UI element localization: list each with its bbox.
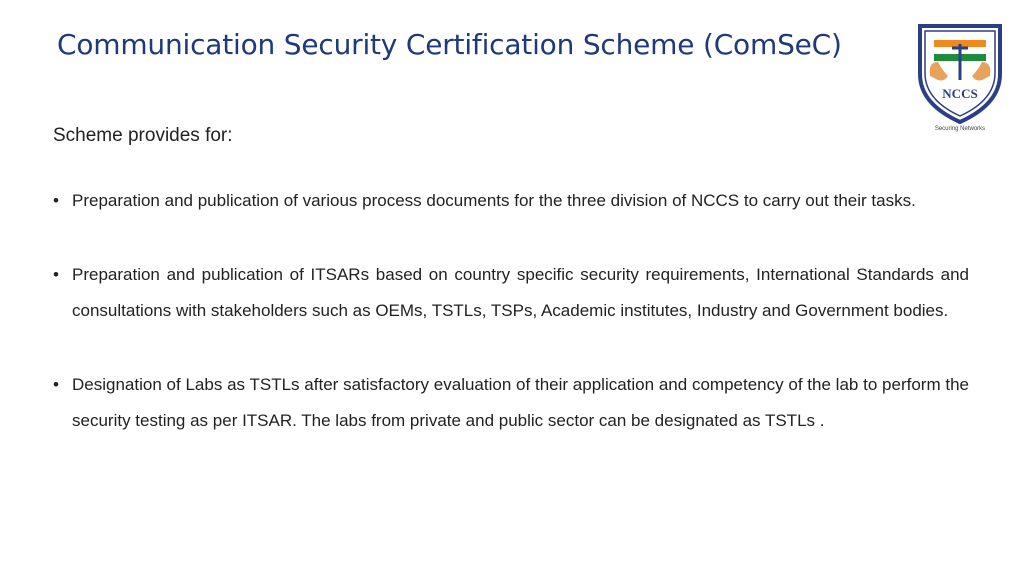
bullet-item xyxy=(53,367,969,439)
bullet-item xyxy=(53,183,969,219)
bullet-text: Preparation and publication of various process documents for the three division of NCCS to carry out their tasks. xyxy=(72,191,916,210)
bullet-list xyxy=(53,183,969,477)
bullet-dot-icon: • xyxy=(53,375,59,394)
nccs-logo xyxy=(912,18,1008,132)
logo-text: NCCS xyxy=(942,86,978,101)
bullet-dot-icon: • xyxy=(53,265,59,284)
bullet-text: Preparation and publication of ITSARs based on country specific security requirements, International Standards and consultations with stakeholders such as OEMs, TSTLs, TSPs, Academic institutes, Industry and Government bodies. xyxy=(72,265,969,320)
bullet-item xyxy=(53,257,969,329)
slide-title: Communication Security Certification Scheme (ComSeC) xyxy=(57,28,842,61)
bullet-text: Designation of Labs as TSTLs after satisfactory evaluation of their application and competency of the lab to perform the security testing as per ITSAR. The labs from private and public sector can be designated as TSTLs . xyxy=(72,375,969,430)
bullet-dot-icon: • xyxy=(53,191,59,210)
scheme-heading: Scheme provides for: xyxy=(53,125,233,146)
logo-tagline: Securing Networks xyxy=(934,126,986,132)
